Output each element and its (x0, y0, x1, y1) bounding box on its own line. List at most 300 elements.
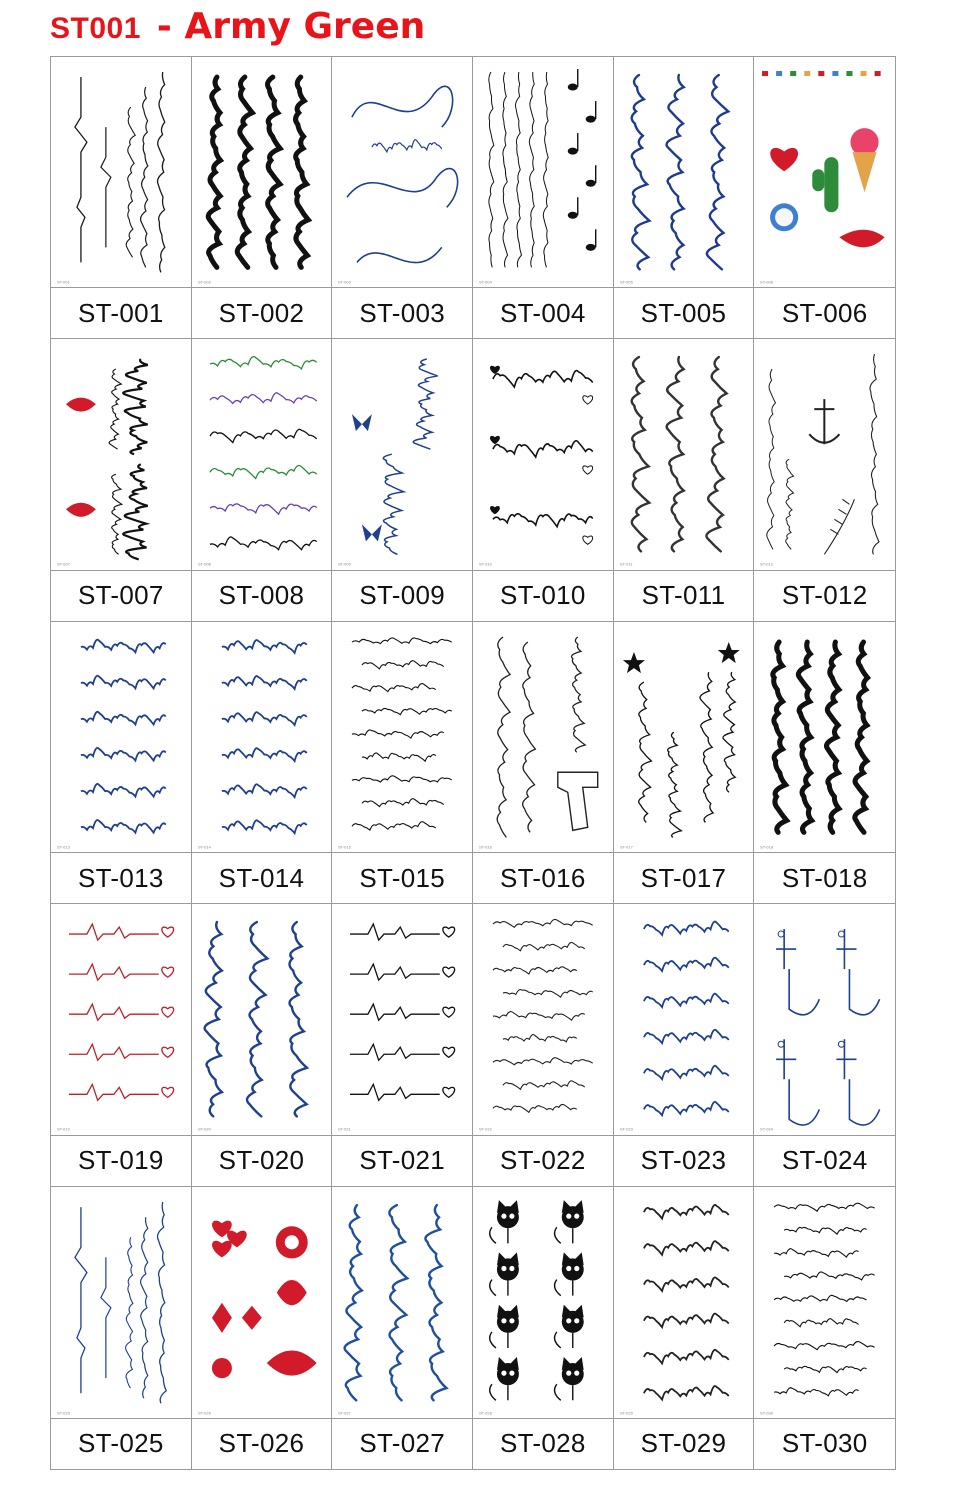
tattoo-mark (443, 1007, 455, 1017)
tattoo-mark: ST-002 (197, 279, 211, 285)
tattoo-mark: ST-022 (478, 1126, 492, 1132)
tattoo-mark (75, 1207, 87, 1393)
tattoo-mark: ST-023 (619, 1126, 633, 1132)
tattoo-mark (493, 371, 593, 388)
tattoo-mark (493, 1012, 585, 1021)
tattoo-mark (69, 1044, 159, 1060)
tattoo-image (614, 339, 754, 569)
tattoo-mark (555, 1279, 573, 1295)
tattoo-mark (813, 169, 825, 191)
tattoo-artwork (51, 904, 191, 1134)
tattoo-artwork (614, 339, 754, 569)
tattoo-artwork (332, 339, 472, 569)
tattoo-mark (426, 1205, 447, 1400)
tattoo-mark (776, 71, 782, 76)
tattoo-mark (847, 71, 853, 76)
tattoo-mark (762, 71, 768, 76)
tattoo-image (754, 339, 895, 569)
tattoo-artwork (473, 339, 613, 569)
tattoo-mark (723, 672, 735, 792)
tattoo-mark (574, 1213, 579, 1218)
tattoo-mark (833, 71, 839, 76)
tattoo-mark (583, 536, 593, 544)
tattoo-mark (623, 652, 645, 673)
tattoo-card[interactable] (332, 904, 473, 1186)
tattoo-card[interactable] (614, 622, 755, 904)
tattoo-card[interactable] (754, 339, 895, 621)
tattoo-mark: ST-029 (619, 1409, 633, 1415)
tattoo-mark (644, 1030, 729, 1043)
tattoo-mark (568, 84, 578, 91)
tattoo-mark (362, 798, 444, 806)
tattoo-image (473, 1187, 613, 1418)
tattoo-mark (204, 922, 221, 1116)
tattoo-mark (644, 922, 729, 935)
tattoo-image (51, 904, 191, 1134)
tattoo-artwork (473, 1187, 613, 1418)
tattoo-mark (853, 152, 877, 192)
tattoo-mark (837, 929, 880, 1015)
tattoo-card[interactable] (51, 57, 192, 339)
tattoo-mark (644, 1066, 729, 1079)
tattoo-image (332, 622, 472, 852)
tattoo-mark (443, 1088, 455, 1098)
tattoo-image (51, 339, 191, 569)
tattoo-label: ST-024 (754, 1135, 895, 1186)
tattoo-label: ST-030 (754, 1418, 895, 1469)
tattoo-mark (784, 1227, 866, 1234)
tattoo-mark: ST-021 (338, 1126, 352, 1132)
tattoo-mark (212, 1358, 232, 1378)
tattoo-mark: ST-016 (478, 844, 492, 850)
tattoo-artwork (51, 622, 191, 852)
tattoo-image (51, 57, 191, 287)
tattoo-mark (839, 1041, 845, 1047)
tattoo-card[interactable] (754, 622, 895, 904)
tattoo-mark (776, 929, 819, 1015)
tattoo-mark: ST-017 (619, 844, 633, 850)
tattoo-mark (767, 369, 776, 549)
tattoo-card[interactable] (754, 1187, 895, 1469)
tattoo-mark (566, 1318, 571, 1323)
tattoo-label: ST-007 (51, 570, 191, 621)
tattoo-mark (638, 682, 651, 822)
tattoo-artwork (332, 1187, 472, 1418)
tattoo-label: ST-022 (473, 1135, 613, 1186)
tattoo-mark (644, 1102, 729, 1115)
tattoo-mark (825, 157, 839, 212)
tattoo-mark (158, 72, 165, 272)
tattoo-image (614, 904, 754, 1134)
tattoo-artwork (614, 1187, 754, 1418)
tattoo-card[interactable] (332, 57, 473, 339)
tattoo-mark (123, 465, 148, 560)
tattoo-mark (825, 500, 855, 555)
tattoo-mark: ST-019 (56, 1126, 70, 1132)
tattoo-mark (644, 1313, 729, 1327)
tattoo-mark (490, 506, 500, 514)
tattoo-label: ST-002 (192, 287, 332, 338)
tattoo-mark (162, 1007, 174, 1017)
tattoo-mark (157, 1202, 166, 1403)
tattoo-mark (66, 503, 96, 517)
tattoo-label: ST-001 (51, 287, 191, 338)
tattoo-mark (81, 712, 166, 725)
tattoo-label: ST-027 (332, 1418, 472, 1469)
tattoo-mark (774, 1387, 858, 1395)
tattoo-card[interactable] (51, 622, 192, 904)
tattoo-card[interactable] (51, 1187, 192, 1469)
tattoo-mark (774, 1295, 866, 1301)
page-header (50, 6, 425, 50)
tattoo-artwork (192, 339, 332, 569)
tattoo-mark (222, 784, 307, 797)
tattoo-mark (210, 466, 317, 479)
tattoo-mark (571, 637, 585, 752)
tattoo-mark (141, 1217, 148, 1398)
tattoo-mark (774, 1203, 874, 1211)
tattoo-card[interactable] (192, 1187, 333, 1469)
tattoo-card[interactable] (614, 1187, 755, 1469)
tattoo-image (332, 57, 472, 287)
tattoo-mark (839, 931, 845, 937)
tattoo-mark (350, 924, 440, 940)
tattoo-mark (667, 732, 681, 837)
tattoo-mark (666, 75, 683, 269)
tattoo-mark (775, 208, 793, 226)
tattoo-mark (666, 357, 683, 551)
tattoo-mark (776, 1039, 819, 1125)
tattoo-card[interactable] (473, 1187, 614, 1469)
tattoo-mark (101, 1257, 111, 1378)
tattoo-mark (126, 1237, 133, 1388)
tattoo-mark: ST-012 (760, 561, 774, 567)
tattoo-mark (81, 784, 166, 797)
tattoo-mark (490, 1331, 508, 1347)
tattoo-mark (503, 990, 593, 998)
tattoo-mark (490, 366, 500, 374)
tattoo-mark: ST-003 (338, 279, 352, 285)
tattoo-label: ST-006 (754, 287, 895, 338)
tattoo-label: ST-013 (51, 852, 191, 903)
tattoo-artwork (51, 57, 191, 287)
tattoo-mark (350, 1085, 440, 1101)
tattoo-mark (574, 1370, 579, 1375)
tattoo-mark (784, 1318, 858, 1326)
tattoo-card[interactable] (614, 339, 755, 621)
tattoo-mark (786, 460, 794, 550)
tattoo-card[interactable] (614, 904, 755, 1186)
tattoo-mark (706, 357, 726, 551)
tattoo-mark (222, 748, 307, 761)
tattoo-mark (81, 748, 166, 761)
tattoo-artwork (332, 904, 472, 1134)
tattoo-mark (352, 638, 452, 644)
tattoo-mark (69, 964, 159, 980)
tattoo-label: ST-021 (332, 1135, 472, 1186)
tattoo-mark: ST-008 (197, 561, 211, 567)
tattoo-image (473, 339, 613, 569)
tattoo-label: ST-020 (192, 1135, 332, 1186)
tattoo-mark (791, 71, 797, 76)
tattoo-card[interactable] (614, 57, 755, 339)
tattoo-mark (443, 967, 455, 977)
tattoo-artwork (614, 622, 754, 852)
tattoo-mark (501, 1318, 506, 1323)
tattoo-image (473, 904, 613, 1134)
tattoo-mark (75, 77, 87, 262)
tattoo-mark (805, 71, 811, 76)
tattoo-label: ST-026 (192, 1418, 332, 1469)
tattoo-mark (362, 753, 436, 761)
tattoo-label: ST-003 (332, 287, 472, 338)
tattoo-card[interactable] (192, 57, 333, 339)
tattoo-mark (644, 994, 729, 1007)
tattoo-mark (493, 1105, 577, 1113)
tattoo-card[interactable] (332, 622, 473, 904)
tattoo-mark (350, 964, 440, 980)
tattoo-mark (543, 72, 548, 267)
tattoo-label: ST-019 (51, 1135, 191, 1186)
tattoo-mark (490, 1384, 508, 1400)
tattoo-artwork (192, 904, 332, 1134)
tattoo-mark (773, 642, 787, 832)
tattoo-mark (852, 97, 870, 115)
tattoo-image (192, 1187, 332, 1418)
tattoo-artwork (51, 1187, 191, 1418)
tattoo-mark (222, 640, 307, 653)
tattoo-mark (162, 1088, 174, 1098)
tattoo-artwork (614, 904, 754, 1134)
color-name: - Army Green (156, 6, 426, 47)
tattoo-artwork (754, 904, 895, 1134)
tattoo-mark (162, 1047, 174, 1057)
tattoo-mark (644, 1277, 729, 1291)
tattoo-image (614, 1187, 754, 1418)
tattoo-artwork (332, 622, 472, 852)
tattoo-mark (267, 77, 280, 267)
tattoo-mark (778, 931, 784, 937)
tattoo-mark (222, 820, 307, 833)
tattoo-mark (362, 708, 452, 714)
tattoo-mark: ST-009 (338, 561, 352, 567)
tattoo-mark (586, 180, 596, 187)
tattoo-mark: ST-018 (760, 844, 774, 850)
tattoo-mark (574, 1318, 579, 1323)
tattoo-card[interactable] (51, 339, 192, 621)
tattoo-mark: ST-027 (338, 1409, 352, 1415)
tattoo-label: ST-028 (473, 1418, 613, 1469)
tattoo-mark (501, 1213, 506, 1218)
tattoo-image (332, 904, 472, 1134)
tattoo-mark (81, 639, 166, 652)
tattoo-mark (81, 676, 166, 689)
tattoo-label: ST-014 (192, 852, 332, 903)
tattoo-card[interactable] (332, 1187, 473, 1469)
tattoo-mark (284, 1235, 298, 1249)
tattoo-card[interactable] (473, 57, 614, 339)
tattoo-mark (384, 455, 404, 555)
tattoo-mark (112, 475, 122, 555)
tattoo-mark (295, 77, 308, 267)
tattoo-mark: ST-011 (619, 561, 633, 567)
tattoo-mark (837, 1039, 880, 1125)
tattoo-mark (503, 1081, 585, 1089)
tattoo-image (614, 57, 754, 287)
tattoo-mark (276, 1280, 306, 1305)
tattoo-mark (819, 71, 825, 76)
tattoo-mark (501, 1370, 506, 1375)
tattoo-mark (529, 72, 534, 267)
tattoo-mark (390, 1205, 408, 1400)
tattoo-artwork (473, 57, 613, 287)
tattoo-card[interactable] (332, 339, 473, 621)
tattoo-artwork (473, 622, 613, 852)
tattoo-mark (242, 1305, 262, 1329)
tattoo-label: ST-004 (473, 287, 613, 338)
tattoo-mark (266, 1350, 316, 1375)
tattoo-artwork (192, 622, 332, 852)
tattoo-card[interactable] (473, 904, 614, 1186)
tattoo-mark (566, 1213, 571, 1218)
tattoo-card[interactable] (473, 622, 614, 904)
tattoo-mark (210, 393, 317, 404)
tattoo-mark: ST-001 (56, 279, 70, 285)
tattoo-mark (583, 466, 593, 474)
tattoo-mark (644, 1349, 729, 1363)
tattoo-mark (222, 712, 307, 725)
tattoo-mark: ST-004 (478, 279, 492, 285)
tattoo-mark (555, 1331, 573, 1347)
tattoo-mark (586, 244, 596, 251)
tattoo-mark (109, 369, 121, 449)
tattoo-mark (586, 116, 596, 123)
tattoo-card[interactable] (473, 339, 614, 621)
tattoo-image (754, 1187, 895, 1418)
tattoo-label: ST-012 (754, 570, 895, 621)
tattoo-image (332, 1187, 472, 1418)
tattoo-artwork (754, 1187, 895, 1418)
tattoo-mark: ST-024 (760, 1126, 774, 1132)
tattoo-mark: ST-005 (619, 279, 633, 285)
tattoo-image (754, 57, 895, 287)
tattoo-label: ST-017 (614, 852, 754, 903)
tattoo-mark (208, 77, 220, 267)
tattoo-mark: ST-025 (56, 1409, 70, 1415)
tattoo-mark (566, 1265, 571, 1270)
tattoo-image (614, 622, 754, 852)
tattoo-mark: ST-014 (197, 844, 211, 850)
tattoo-mark (778, 1041, 784, 1047)
tattoo-mark (497, 637, 510, 837)
tattoo-mark (372, 140, 442, 152)
tattoo-mark (574, 1265, 579, 1270)
tattoo-mark (568, 212, 578, 219)
tattoo-image (192, 622, 332, 852)
tattoo-mark (443, 1047, 455, 1057)
tattoo-mark (222, 676, 307, 689)
tattoo-mark (101, 127, 111, 247)
tattoo-label: ST-015 (332, 852, 472, 903)
tattoo-mark (352, 730, 444, 738)
tattoo-mark (345, 1205, 362, 1400)
tattoo-mark (210, 537, 317, 550)
tattoo-mark (414, 359, 438, 449)
tattoo-mark (490, 436, 500, 444)
tattoo-mark (707, 75, 728, 269)
tattoo-mark (503, 72, 508, 267)
tattoo-image (51, 622, 191, 852)
tattoo-mark (509, 1213, 514, 1218)
tattoo-mark (357, 247, 442, 262)
tattoo-card[interactable] (51, 904, 192, 1186)
tattoo-mark: ST-030 (760, 1409, 774, 1415)
tattoo-mark (289, 922, 306, 1116)
tattoo-card[interactable] (754, 57, 895, 339)
tattoo-mark (566, 1370, 571, 1375)
tattoo-mark (784, 1272, 874, 1280)
tattoo-mark (644, 1241, 729, 1255)
tattoo-label: ST-016 (473, 852, 613, 903)
tattoo-mark (771, 148, 799, 171)
tattoo-mark (490, 1279, 508, 1295)
tattoo-card[interactable] (192, 622, 333, 904)
tattoo-grid (50, 56, 896, 1470)
tattoo-mark (237, 77, 252, 267)
tattoo-image (332, 339, 472, 569)
tattoo-mark (555, 1227, 573, 1243)
tattoo-mark (583, 396, 593, 404)
tattoo-label: ST-018 (754, 852, 895, 903)
tattoo-mark (503, 943, 585, 951)
tattoo-label: ST-009 (332, 570, 472, 621)
tattoo-image (192, 904, 332, 1134)
tattoo-mark (141, 87, 148, 267)
tattoo-artwork (332, 57, 472, 287)
tattoo-mark (855, 642, 868, 832)
tattoo-mark (516, 72, 522, 267)
tattoo-mark (490, 1227, 508, 1243)
tattoo-mark (631, 75, 649, 269)
tattoo-card[interactable] (754, 904, 895, 1186)
tattoo-mark: ST-026 (197, 1409, 211, 1415)
tattoo-label: ST-005 (614, 287, 754, 338)
tattoo-mark: ST-013 (56, 844, 70, 850)
tattoo-mark: ST-028 (478, 1409, 492, 1415)
tattoo-card[interactable] (192, 339, 333, 621)
tattoo-mark (347, 169, 458, 208)
tattoo-mark (352, 415, 372, 432)
tattoo-artwork (614, 57, 754, 287)
tattoo-image (473, 57, 613, 287)
tattoo-mark (851, 128, 879, 156)
tattoo-artwork (754, 339, 895, 569)
tattoo-mark (644, 1386, 729, 1400)
tattoo-mark (631, 357, 649, 551)
tattoo-mark (509, 1318, 514, 1323)
tattoo-card[interactable] (192, 904, 333, 1186)
tattoo-mark (799, 642, 812, 832)
tattoo-mark (493, 1058, 593, 1065)
tattoo-mark (162, 927, 174, 937)
tattoo-mark (123, 359, 148, 454)
tattoo-mark (352, 776, 452, 782)
tattoo-image (51, 1187, 191, 1418)
tattoo-label: ST-029 (614, 1418, 754, 1469)
tattoo-image (754, 622, 895, 852)
tattoo-mark (352, 683, 436, 691)
tattoo-mark (568, 148, 578, 155)
